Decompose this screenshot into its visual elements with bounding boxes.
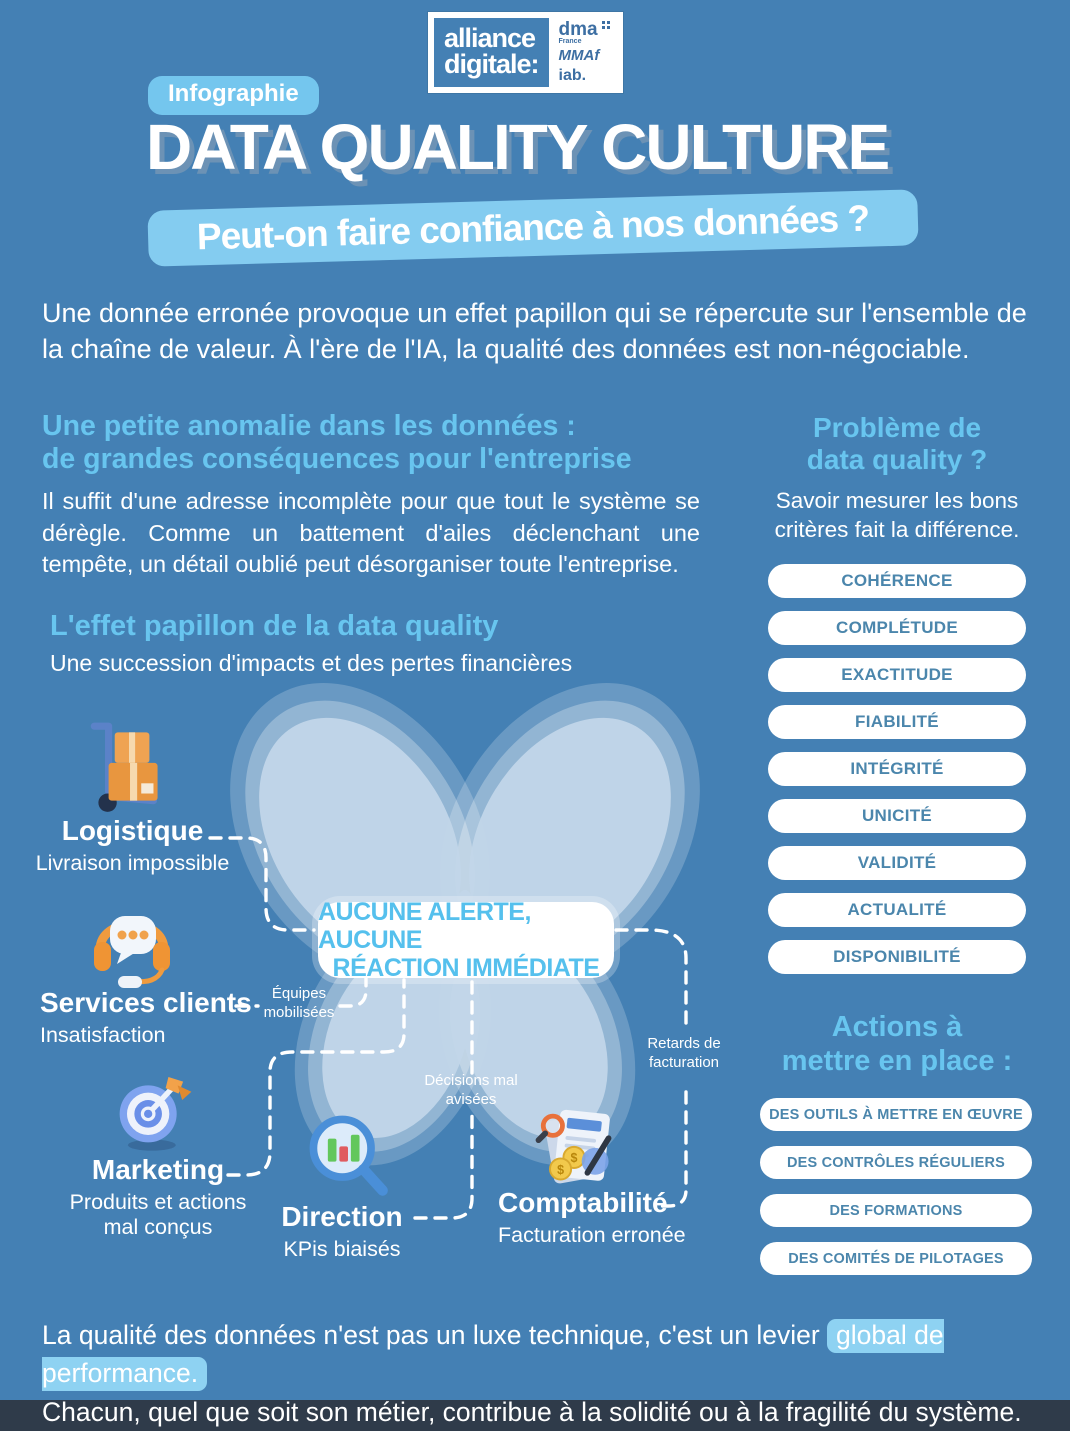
footer-line2: Chacun, quel que soit son métier, contribue à la solidité ou à la fragilité du système.	[42, 1396, 1022, 1427]
actions-heading	[760, 1010, 1034, 1078]
actions-pill-list	[760, 1098, 1032, 1290]
node-logistics-label: Logistique	[61, 815, 204, 846]
action-pill: DES CONTRÔLES RÉGULIERS	[760, 1146, 1032, 1179]
anomaly-heading-line1: Une petite anomalie dans les données :	[42, 410, 576, 442]
node-marketing	[52, 1155, 264, 1240]
actions-heading-line1: Actions à	[831, 1011, 963, 1043]
footer-line1: La qualité des données n'est pas un luxe technique, c'est un levier	[42, 1320, 828, 1350]
callout-line1: AUCUNE ALERTE, AUCUNE	[318, 898, 531, 954]
node-accounting-label: Comptabilité	[498, 1187, 668, 1218]
criteria-pill: COMPLÉTUDE	[768, 611, 1026, 645]
invoice-icon	[524, 1096, 624, 1192]
node-marketing-label: Marketing	[91, 1154, 225, 1185]
action-pill: DES FORMATIONS	[760, 1194, 1032, 1227]
edge-label-decisions: Décisions mal avisées	[424, 1072, 518, 1108]
action-pill: DES COMITÉS DE PILOTAGES	[760, 1242, 1032, 1275]
criteria-pill: INTÉGRITÉ	[768, 752, 1026, 786]
anomaly-heading	[42, 410, 632, 476]
edge-label-teams: Équipes mobilisées	[263, 985, 335, 1021]
hand-truck-icon	[78, 716, 180, 818]
action-pill: DES OUTILS À METTRE EN ŒUVRE	[760, 1098, 1032, 1131]
criteria-pill: DISPONIBILITÉ	[768, 940, 1026, 974]
criteria-pill: ACTUALITÉ	[768, 893, 1026, 927]
node-accounting	[498, 1188, 713, 1248]
criteria-pill: COHÉRENCE	[768, 564, 1026, 598]
criteria-pill: UNICITÉ	[768, 799, 1026, 833]
svg-text:$: $	[557, 1162, 565, 1177]
footer-text	[42, 1316, 1042, 1431]
target-arrow-icon	[104, 1066, 196, 1158]
magnifier-chart-icon	[300, 1106, 396, 1202]
dma-france-text: France	[558, 38, 582, 46]
partner-logos	[551, 16, 619, 89]
page-title: DATA QUALITY CULTURE	[146, 111, 889, 183]
criteria-heading-line2: data quality ?	[806, 444, 988, 476]
criteria-heading	[768, 412, 1026, 477]
connector-accounting-a	[616, 930, 686, 1030]
criteria-pill: VALIDITÉ	[768, 846, 1026, 880]
node-customer-service-label: Services clients	[40, 987, 252, 1018]
alliance-digitale-wordmark	[432, 16, 551, 89]
anomaly-body: Il suffit d'une adresse incomplète pour que tout le système se dérègle. Comme un battement d'ailes déclenchant une tempête, un détail oublié peut désorganiser toute l'entreprise.	[42, 488, 700, 578]
butterfly-subheading: Une succession d'impacts et des pertes financières	[50, 650, 573, 676]
criteria-heading-line1: Problème de	[812, 412, 982, 443]
criteria-body: Savoir mesurer les bons critères fait la différence.	[774, 488, 1020, 543]
mmaf-logo: MMAf	[558, 47, 600, 65]
edge-label-billing: Retards de facturation	[647, 1035, 721, 1071]
svg-text:$: $	[570, 1151, 578, 1166]
logo-line1: alliance	[444, 23, 536, 53]
node-accounting-impact: Facturation erronée	[498, 1223, 686, 1248]
node-customer-service-impact: Insatisfaction	[40, 1023, 166, 1048]
footer-highlight: global de performance.	[42, 1319, 944, 1391]
criteria-pill: FIABILITÉ	[768, 705, 1026, 739]
iab-logo: iab.	[558, 66, 587, 84]
node-marketing-impact: Produits et actions mal conçus	[69, 1190, 247, 1240]
intro-paragraph: Une donnée erronée provoque un effet papillon qui se répercute sur l'ensemble de la chaîne de valeur. À l'ère de l'IA, la qualité des données est non-négociable.	[42, 298, 1027, 364]
node-management-impact: KPis biaisés	[283, 1237, 401, 1262]
headset-icon	[82, 892, 182, 992]
logo-line2: digitale:	[444, 48, 539, 79]
node-customer-service	[40, 988, 260, 1048]
node-management	[252, 1202, 432, 1262]
anomaly-heading-line2: de grandes conséquences pour l'entreprise	[42, 443, 632, 476]
actions-heading-line2: mettre en place :	[781, 1045, 1013, 1078]
dma-text: dma	[558, 19, 598, 41]
node-management-label: Direction	[281, 1201, 403, 1232]
subtitle-banner	[147, 189, 918, 266]
butterfly-heading: L'effet papillon de la data quality	[50, 610, 499, 642]
dma-dots-icon	[602, 21, 611, 30]
node-logistics	[25, 816, 240, 876]
infographie-badge: Infographie	[148, 76, 319, 115]
subtitle-text: Peut-on faire confiance à nos données ?	[196, 197, 870, 258]
criteria-pill-list	[768, 564, 1026, 987]
callout-no-alert	[318, 898, 614, 982]
node-logistics-impact: Livraison impossible	[35, 851, 230, 876]
criteria-pill: EXACTITUDE	[768, 658, 1026, 692]
dma-logo	[558, 19, 611, 41]
alliance-digitale-logo	[428, 12, 623, 93]
callout-line2: RÉACTION IMMÉDIATE	[332, 954, 600, 982]
